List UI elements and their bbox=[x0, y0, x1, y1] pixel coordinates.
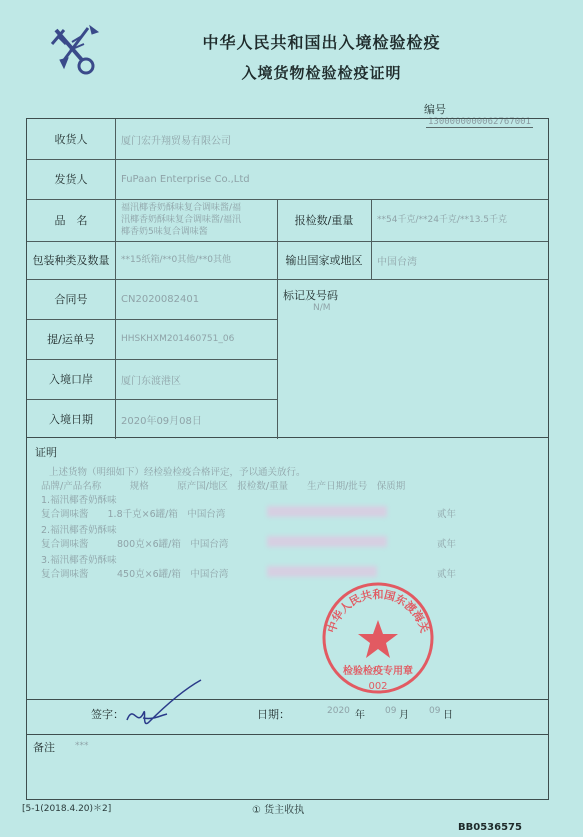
item3-detail: 复合调味酱 450克×6罐/箱 中国台湾 bbox=[41, 569, 229, 580]
item1-blurred bbox=[267, 506, 387, 517]
entry-date-label: 入境日期 bbox=[49, 413, 93, 426]
signature-day: 09 bbox=[429, 706, 441, 716]
signature-label: 签字： bbox=[91, 708, 124, 721]
signature-day-unit: 日 bbox=[443, 710, 453, 721]
info-table bbox=[26, 118, 549, 438]
serial-label: 编号 bbox=[424, 103, 446, 116]
origin-label: 输出国家或地区 bbox=[285, 254, 363, 267]
consignee-value: 厦门宏升翔贸易有限公司 bbox=[121, 135, 231, 147]
form-code: [5-1(2018.4.20)＊2] bbox=[22, 804, 112, 814]
signature-month-unit: 月 bbox=[399, 710, 409, 721]
goods-value-line1: 福汛椰香奶酥味复合调味酱/福 bbox=[121, 203, 242, 213]
origin-value: 中国台湾 bbox=[377, 256, 417, 268]
consignee-label: 收货人 bbox=[54, 133, 88, 146]
notes-section bbox=[26, 734, 549, 800]
item1-name: 1.福汛椰香奶酥味 bbox=[41, 495, 117, 506]
item1-batch bbox=[267, 506, 387, 517]
marks-value: N/M bbox=[313, 303, 331, 313]
item3-batch bbox=[267, 566, 377, 577]
notes-value: *** bbox=[75, 741, 89, 751]
contract-value: CN2020082401 bbox=[121, 293, 200, 305]
stamp-arc-text: 中华人民共和国东渡海关 bbox=[324, 588, 432, 635]
signature-row bbox=[26, 700, 549, 734]
item2-shelf-life: 贰年 bbox=[437, 539, 457, 550]
item2-blurred bbox=[267, 536, 387, 547]
contract-label: 合同号 bbox=[54, 293, 88, 306]
bill-of-lading-label: 提/运单号 bbox=[47, 333, 95, 346]
item2-batch bbox=[267, 536, 387, 547]
stamp-star-icon bbox=[358, 620, 398, 658]
stamp-center-text: 检验检疫专用章 bbox=[343, 666, 413, 677]
signature-date-label: 日期： bbox=[257, 708, 290, 721]
consignor-label: 发货人 bbox=[54, 173, 88, 186]
serial-value: 1300000000062767001 bbox=[428, 117, 531, 127]
quantity-value: **54千克/**24千克/**13.5千克 bbox=[377, 215, 508, 225]
goods-value-line2: 汛椰香奶酥味复合调味酱/福汛 bbox=[121, 215, 242, 225]
item1-detail: 复合调味酱 1.8千克×6罐/箱 中国台湾 bbox=[41, 509, 226, 520]
marks-label: 标记及号码 bbox=[283, 289, 338, 302]
stamp-code: 002 bbox=[368, 681, 388, 692]
goods-value-line3: 椰香奶5味复合调味酱 bbox=[121, 227, 208, 237]
package-label: 包装种类及数量 bbox=[32, 254, 110, 267]
port-value: 厦门东渡港区 bbox=[121, 375, 181, 387]
title-line-1: 中华人民共和国出入境检验检疫 bbox=[202, 33, 441, 52]
item1-shelf-life: 贰年 bbox=[437, 509, 457, 520]
item3-blurred bbox=[267, 566, 377, 577]
handwritten-signature bbox=[123, 674, 213, 732]
item2-name: 2.福汛椰香奶酥味 bbox=[41, 525, 117, 536]
port-label: 入境口岸 bbox=[49, 373, 93, 386]
quantity-label: 报检数/重量 bbox=[294, 214, 354, 227]
certificate-statement: 上述货物（明细如下）经检验检疫合格评定，予以通关放行。 bbox=[49, 467, 306, 478]
certificate-title: 证明 bbox=[35, 446, 57, 459]
package-value: **15纸箱/**0其他/**0其他 bbox=[121, 255, 231, 265]
goods-label: 品 名 bbox=[54, 214, 88, 227]
document-number: BB0536575 bbox=[458, 822, 522, 833]
entry-date-value: 2020年09月08日 bbox=[121, 415, 202, 427]
signature-year: 2020 bbox=[327, 706, 350, 716]
goods-value bbox=[115, 199, 277, 241]
item2-detail: 复合调味酱 800克×6罐/箱 中国台湾 bbox=[41, 539, 229, 550]
title-line-2: 入境货物检验检疫证明 bbox=[241, 64, 402, 82]
signature-month: 09 bbox=[385, 706, 397, 716]
item3-shelf-life: 贰年 bbox=[437, 569, 457, 580]
copy-label: ① 货主收执 bbox=[252, 805, 305, 816]
item3-name: 3.福汛椰香奶酥味 bbox=[41, 555, 117, 566]
bill-of-lading-value: HHSKHXM201460751_06 bbox=[121, 334, 235, 344]
signature-year-unit: 年 bbox=[355, 710, 365, 721]
consignor-value: FuPaan Enterprise Co.,Ltd bbox=[121, 173, 250, 185]
certificate-section bbox=[26, 438, 549, 700]
official-seal-stamp bbox=[318, 578, 438, 698]
certificate-header-row: 品牌/产品名称 规格 原产国/地区 报检数/重量 生产日期/批号 保质期 bbox=[41, 481, 406, 492]
notes-label: 备注 bbox=[33, 741, 55, 754]
